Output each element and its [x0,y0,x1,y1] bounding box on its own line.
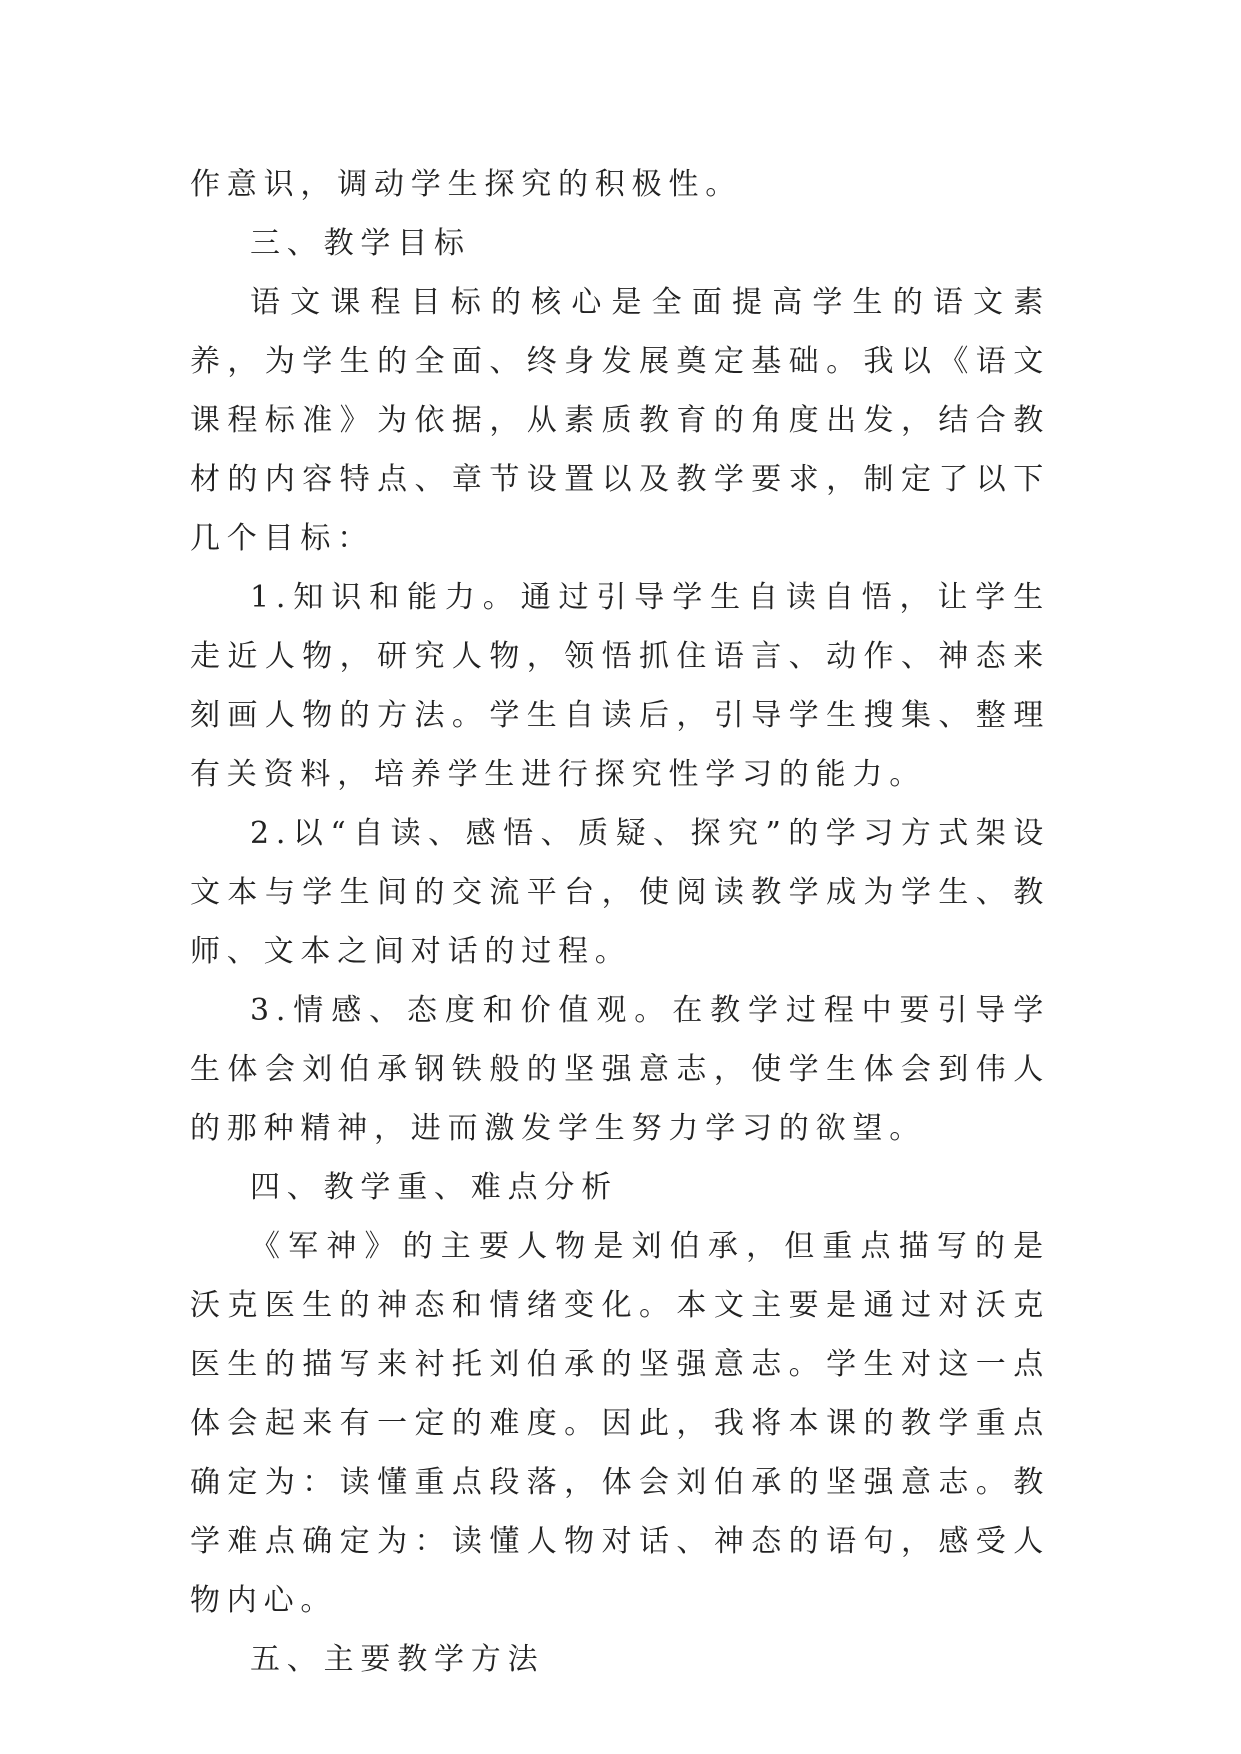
paragraph-continuation: 作意识，调动学生探究的积极性。 [190,167,742,202]
section-heading-teaching-methods: 五、主要教学方法 [250,1642,545,1677]
section-heading-key-difficult-points: 四、教学重、难点分析 [250,1170,618,1205]
list-item-objective-2: 2.以“自读、感悟、质疑、探究”的学习方式架设文本与学生间的交流平台，使阅读教学成为学生、教师、文本之间对话的过程。 [190,816,1050,969]
document-body [190,155,1050,1689]
list-item-objective-1: 1.知识和能力。通过引导学生自读自悟，让学生走近人物，研究人物，领悟抓住语言、动作、神态来刻画人物的方法。学生自读后，引导学生搜集、整理有关资料，培养学生进行探究性学习的能力。 [190,580,1050,792]
list-item-objective-3: 3.情感、态度和价值观。在教学过程中要引导学生体会刘伯承钢铁般的坚强意志，使学生体会到伟人的那种精神，进而激发学生努力学习的欲望。 [190,993,1050,1146]
section-heading-teaching-objectives: 三、教学目标 [250,226,471,261]
paragraph-objectives-intro: 语文课程目标的核心是全面提高学生的语文素养，为学生的全面、终身发展奠定基础。我以《语文课程标准》为依据，从素质教育的角度出发，结合教材的内容特点、章节设置以及教学要求，制定了以下几个目标： [190,285,1050,556]
paragraph-key-points-analysis: 《军神》的主要人物是刘伯承，但重点描写的是沃克医生的神态和情绪变化。本文主要是通过对沃克医生的描写来衬托刘伯承的坚强意志。学生对这一点体会起来有一定的难度。因此，我将本课的教学重点确定为：读懂重点段落，体会刘伯承的坚强意志。教学难点确定为：读懂人物对话、神态的语句，感受人物内心。 [190,1229,1050,1618]
